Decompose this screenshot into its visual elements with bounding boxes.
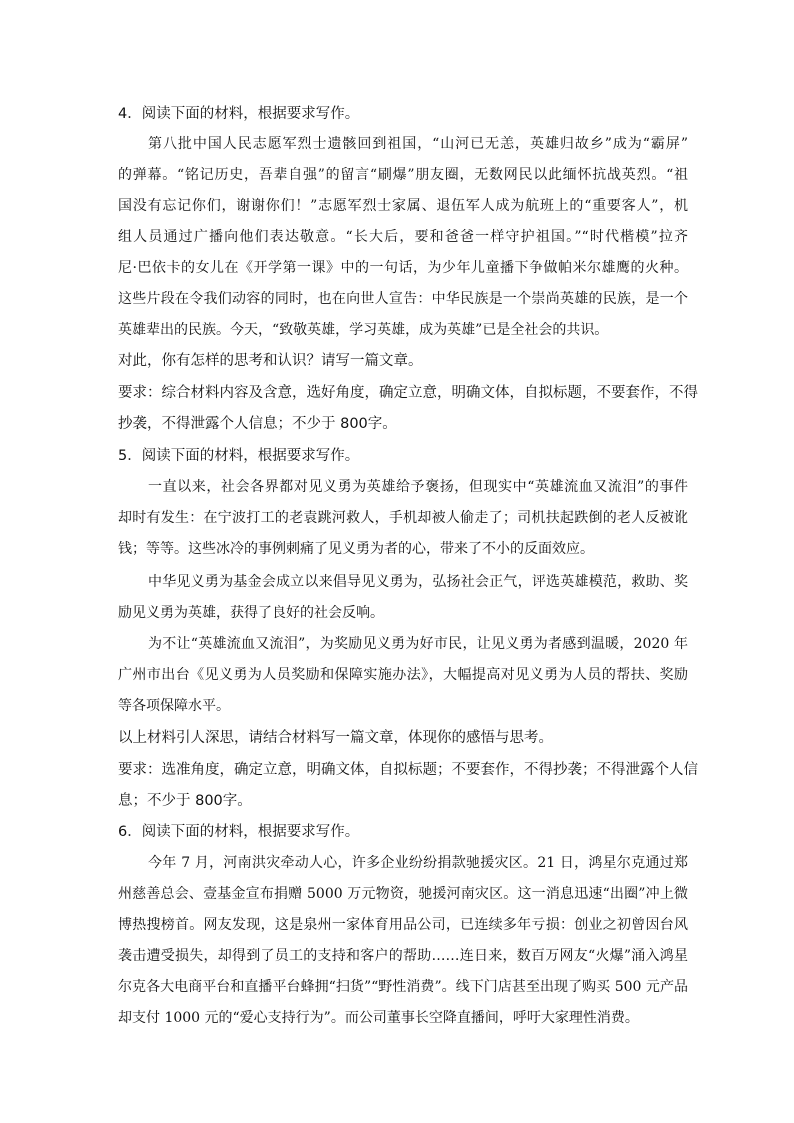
q5-material-line: 励见义勇为英雄，获得了良好的社会反响。 bbox=[118, 605, 384, 621]
q6-material-line: 州慈善总会、壹基金宣布捐赠 5000 万元物资，驰援河南灾区。这一消息迅速“出圈”冲上微 bbox=[118, 886, 688, 902]
q4-requirement-line: 抄袭，不得泄露个人信息；不少于 800字。 bbox=[118, 416, 397, 432]
q6-material-line: 却支付 1000 元的“爱心支持行为”。而公司董事长空降直播间，呼吁大家理性消费。 bbox=[118, 1010, 639, 1026]
q5-title: 5．阅读下面的材料，根据要求写作。 bbox=[118, 448, 360, 464]
q5-material-line: 等各项保障水平。 bbox=[118, 698, 230, 714]
q5-material-line: 钱；等等。这些冰冷的事例刺痛了见义勇为者的心，带来了不小的反面效应。 bbox=[118, 541, 594, 557]
q6-material-line: 袭击遭受损失，却得到了员工的支持和客户的帮助……连日来，数百万网友“火爆”涌入鸿星 bbox=[118, 948, 688, 964]
q4-material-line: 的弹幕。“铭记历史，吾辈自强”的留言“刷爆”朋友圈，无数网民以此缅怀抗战英烈。“祖 bbox=[118, 167, 688, 183]
q5-material-line: 中华见义勇为基金会成立以来倡导见义勇为，弘扬社会正气，评选英雄模范，救助、奖 bbox=[148, 574, 688, 590]
q4-material-line: 英雄辈出的民族。今天，“致敬英雄，学习英雄，成为英雄”已是全社会的共识。 bbox=[118, 322, 609, 338]
q5-material-line: 一直以来，社会各界都对见义勇为英雄给予褒扬，但现实中“英雄流血又流泪”的事件 bbox=[148, 479, 688, 495]
q4-title: 4．阅读下面的材料，根据要求写作。 bbox=[118, 106, 360, 122]
q5-material-line: 广州市出台《见义勇为人员奖励和保障实施办法》，大幅提高对见义勇为人员的帮扶、奖励 bbox=[118, 667, 688, 683]
q4-material-line: 这些片段在令我们动容的同时，也在向世人宣告：中华民族是一个崇尚英雄的民族，是一个 bbox=[118, 291, 688, 307]
q4-material-line: 尼·巴依卡的女儿在《开学第一课》中的一句话，为少年儿童播下争做帕米尔雄鹰的火种。 bbox=[118, 260, 688, 276]
q4-material-line: 组人员通过广播向他们表达敬意。“长大后，要和爸爸一样守护祖国。”“时代楷模”拉齐 bbox=[118, 229, 688, 245]
q5-requirement-line: 息；不少于 800字。 bbox=[118, 793, 252, 809]
q5-requirement-line: 要求：选准角度，确定立意，明确文体，自拟标题；不要套作，不得抄袭；不得泄露个人信 bbox=[118, 762, 698, 778]
q6-material-line: 尔克各大电商平台和直播平台蜂拥“扫货”“野性消费”。线下门店甚至出现了购买 500 元产品 bbox=[118, 979, 688, 995]
q6-title: 6．阅读下面的材料，根据要求写作。 bbox=[118, 824, 360, 840]
q6-material-line: 博热搜榜首。网友发现，这是泉州一家体育用品公司，已连续多年亏损：创业之初曾因台风 bbox=[118, 917, 688, 933]
q6-material-line: 今年 7 月，河南洪灾牵动人心，许多企业纷纷捐款驰援灾区。21 日，鸿星尔克通过郑 bbox=[148, 855, 688, 871]
q4-material-line: 国没有忘记你们，谢谢你们！”志愿军烈士家属、退伍军人成为航班上的“重要客人”，机 bbox=[118, 198, 688, 214]
q5-prompt: 以上材料引人深思，请结合材料写一篇文章，体现你的感悟与思考。 bbox=[118, 730, 553, 746]
q5-material-line: 为不让“英雄流血又流泪”，为奖励见义勇为好市民，让见义勇为者感到温暖，2020 年 bbox=[148, 636, 688, 652]
q4-requirement-line: 要求：综合材料内容及含意，选好角度，确定立意，明确文体，自拟标题，不要套作，不得 bbox=[118, 385, 698, 401]
q4-material-line: 第八批中国人民志愿军烈士遗骸回到祖国，“山河已无恙，英雄归故乡”成为“霸屏” bbox=[148, 136, 688, 152]
q4-prompt: 对此，你有怎样的思考和认识？请写一篇文章。 bbox=[118, 353, 423, 369]
q5-material-line: 却时有发生：在宁波打工的老袁跳河救人，手机却被人偷走了；司机扶起跌倒的老人反被讹 bbox=[118, 510, 688, 526]
